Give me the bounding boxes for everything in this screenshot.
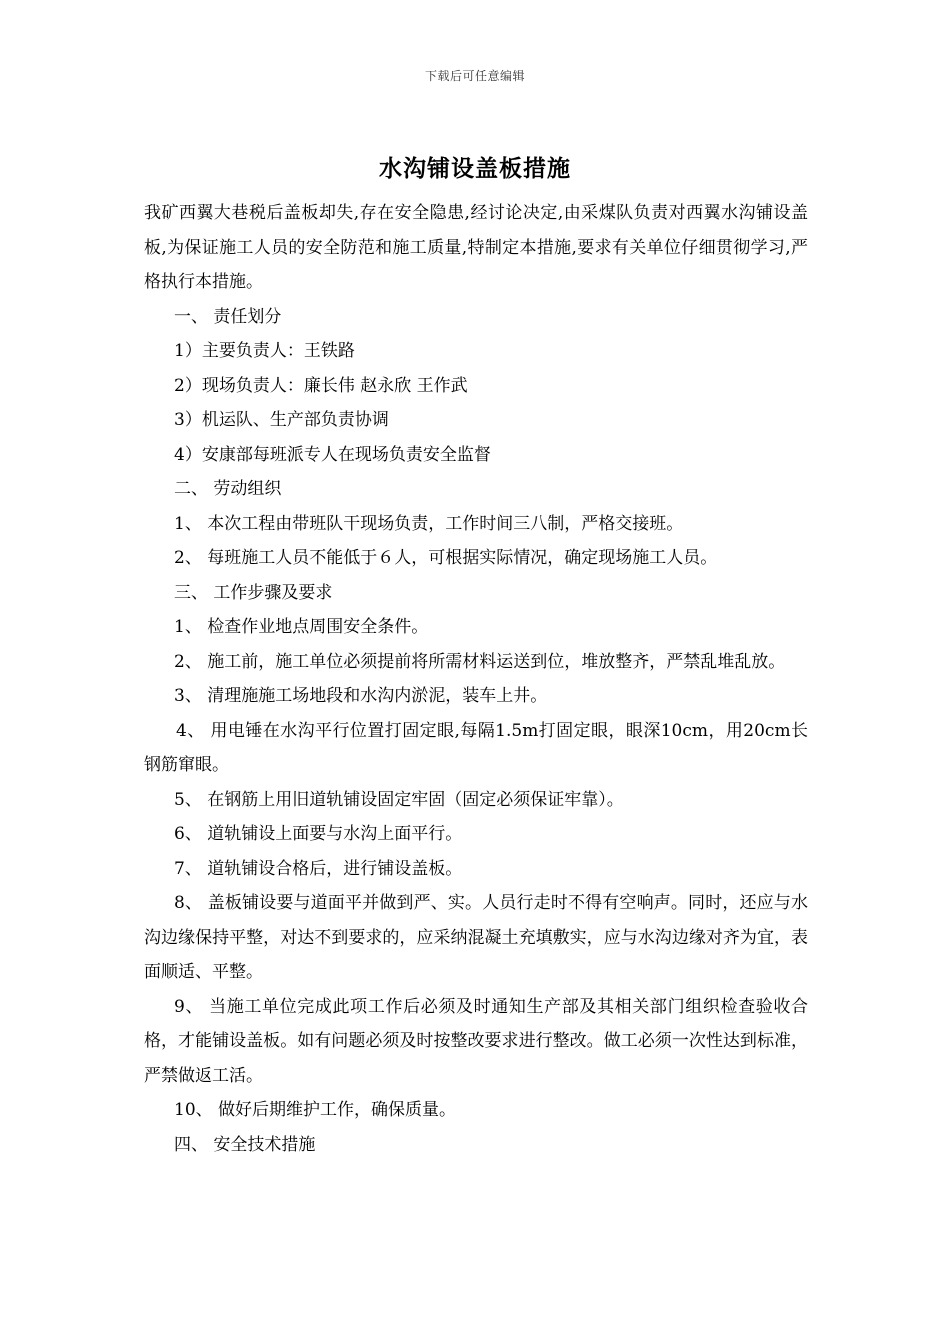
list-item: 1、 检查作业地点周围安全条件。 (174, 617, 429, 637)
list-item: 5、 在钢筋上用旧道轨铺设固定牢固（固定必须保证牢靠）。 (174, 789, 624, 810)
section-heading-safety: 四、 安全技术措施 (174, 1134, 316, 1155)
list-item: 1、 本次工程由带班队干现场负责，工作时间三八制，严格交接班。 (174, 513, 684, 534)
page-header-note: 下载后可任意编辑 (424, 69, 525, 83)
document-title: 水沟铺设盖板措施 (379, 155, 571, 182)
list-item: 3、 清理施施工场地段和水沟内淤泥，装车上井。 (174, 686, 548, 706)
list-item: 1）主要负责人：王铁路 (174, 341, 355, 361)
list-item: 2、 施工前，施工单位必须提前将所需材料运送到位，堆放整齐，严禁乱堆乱放。 (174, 651, 786, 672)
list-item: 3）机运队、生产部负责协调 (174, 410, 389, 430)
section-heading-responsibility: 一、 责任划分 (174, 306, 282, 327)
list-item: 2、 每班施工人员不能低于６人，可根据实际情况，确定现场施工人员。 (174, 548, 718, 568)
list-item: 7、 道轨铺设合格后，进行铺设盖板。 (174, 858, 463, 879)
section-heading-steps: 三、 工作步骤及要求 (174, 582, 333, 603)
list-item: 10、 做好后期维护工作，确保质量。 (174, 1100, 457, 1120)
section-heading-labor: 二、 劳动组织 (174, 479, 282, 499)
list-item: 2）现场负责人：廉长伟 赵永欣 王作武 (174, 375, 468, 396)
intro-paragraph: 我矿西翼大巷税后盖板却失,存在安全隐患,经讨论决定,由采煤队负责对西翼水沟铺设盖板,为保证施工人员的安全防范和施工质量,特制定本措施,要求有关单位仔细贯彻学习,严格执行本措施。 (144, 203, 808, 292)
list-item: 4、 用电锤在水沟平行位置打固定眼,每隔1.5m打固定眼，眼深10cm，用20cm长钢筋窜眼。 (144, 720, 808, 775)
document-body (144, 196, 808, 1162)
list-item: 8、 盖板铺设要与道面平并做到严、实。人员行走时不得有空响声。同时，还应与水沟边缘保持平整，对达不到要求的，应采纳混凝土充填敷实，应与水沟边缘对齐为宜，表面顺适、平整。 (144, 893, 808, 982)
list-item: 9、 当施工单位完成此项工作后必须及时通知生产部及其相关部门组织检查验收合格，才能铺设盖板。如有问题必须及时按整改要求进行整改。做工必须一次性达到标准，严禁做返工活。 (144, 996, 808, 1086)
list-item: 6、 道轨铺设上面要与水沟上面平行。 (174, 824, 463, 844)
list-item: 4）安康部每班派专人在现场负责安全监督 (174, 444, 491, 465)
